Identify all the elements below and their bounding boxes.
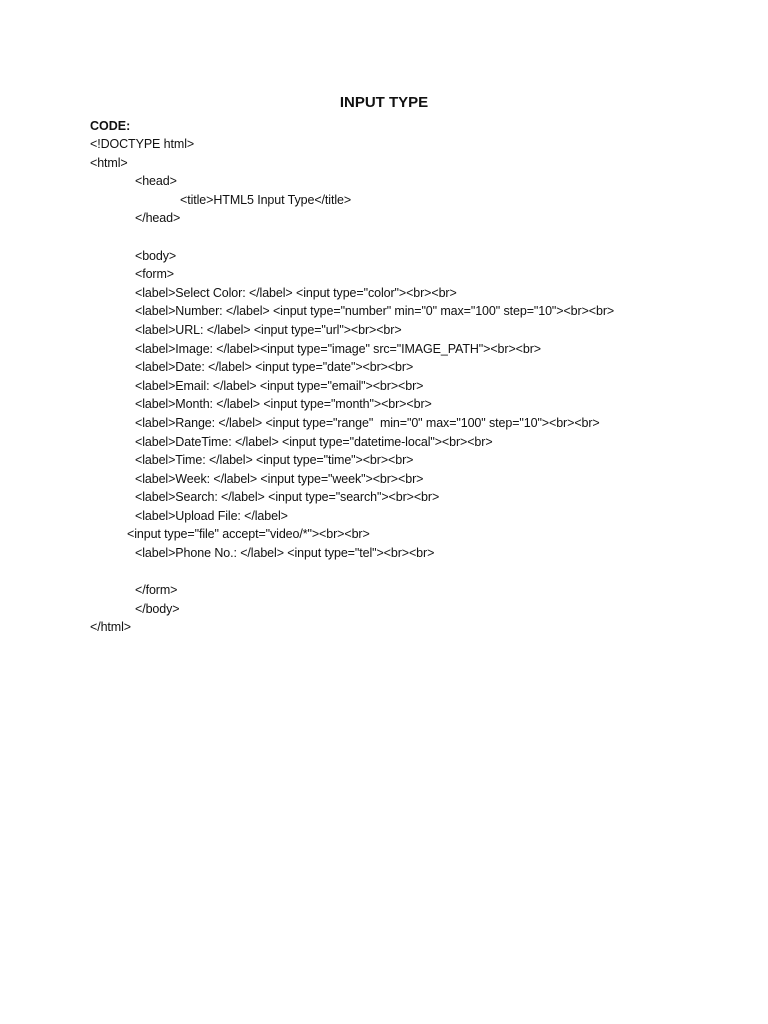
code-line-html-open: <html> bbox=[90, 155, 128, 170]
code-line-search: <label>Search: </label> <input type="search"><br><br> bbox=[135, 490, 440, 505]
code-line-blank-2 bbox=[0, 563, 768, 582]
code-line-file-input: <input type="file" accept="video/*"><br><br> bbox=[127, 527, 370, 542]
code-line-head-open: <head> bbox=[135, 174, 177, 189]
code-line-body-close: </body> bbox=[135, 601, 180, 616]
code-line-doctype: <!DOCTYPE html> bbox=[90, 137, 195, 151]
code-line-range: <label>Range: </label> <input type="range" min="0" max="100" step="10"><br><br> bbox=[135, 415, 600, 430]
code-line-color: <label>Select Color: </label> <input type="color"><br><br> bbox=[135, 285, 457, 300]
code-line-time: <label>Time: </label> <input type="time"><br><br> bbox=[135, 453, 414, 468]
code-line-image: <label>Image: </label><input type="image" src="IMAGE_PATH"><br><br> bbox=[135, 341, 541, 356]
page-title: INPUT TYPE bbox=[339, 94, 429, 111]
code-line-week: <label>Week: </label> <input type="week"><br><br> bbox=[135, 471, 424, 486]
code-line-title: <title>HTML5 Input Type</title> bbox=[180, 192, 352, 207]
code-line-blank bbox=[0, 228, 768, 247]
code-line-html-close: </html> bbox=[90, 620, 131, 635]
code-line-form-close: </form> bbox=[135, 583, 178, 598]
code-line-body-open: <body> bbox=[135, 248, 177, 263]
code-block bbox=[0, 135, 768, 637]
code-line-url: <label>URL: </label> <input type="url"><br><br> bbox=[135, 322, 402, 337]
code-line-number: <label>Number: </label> <input type="number" min="0" max="100" step="10"><br><br> bbox=[135, 304, 615, 319]
code-label: CODE: bbox=[90, 119, 131, 133]
code-line-datetime: <label>DateTime: </label> <input type="datetime-local"><br><br> bbox=[135, 434, 493, 449]
code-line-month: <label>Month: </label> <input type="month"><br><br> bbox=[135, 397, 432, 412]
code-line-head-close: </head> bbox=[135, 211, 181, 226]
code-line-form-open: <form> bbox=[135, 267, 174, 282]
code-line-date: <label>Date: </label> <input type="date"><br><br> bbox=[135, 360, 414, 375]
code-line-upload-label: <label>Upload File: </label> bbox=[135, 508, 288, 523]
code-line-tel: <label>Phone No.: </label> <input type="tel"><br><br> bbox=[135, 546, 435, 561]
code-line-email: <label>Email: </label> <input type="email"><br><br> bbox=[135, 378, 424, 393]
